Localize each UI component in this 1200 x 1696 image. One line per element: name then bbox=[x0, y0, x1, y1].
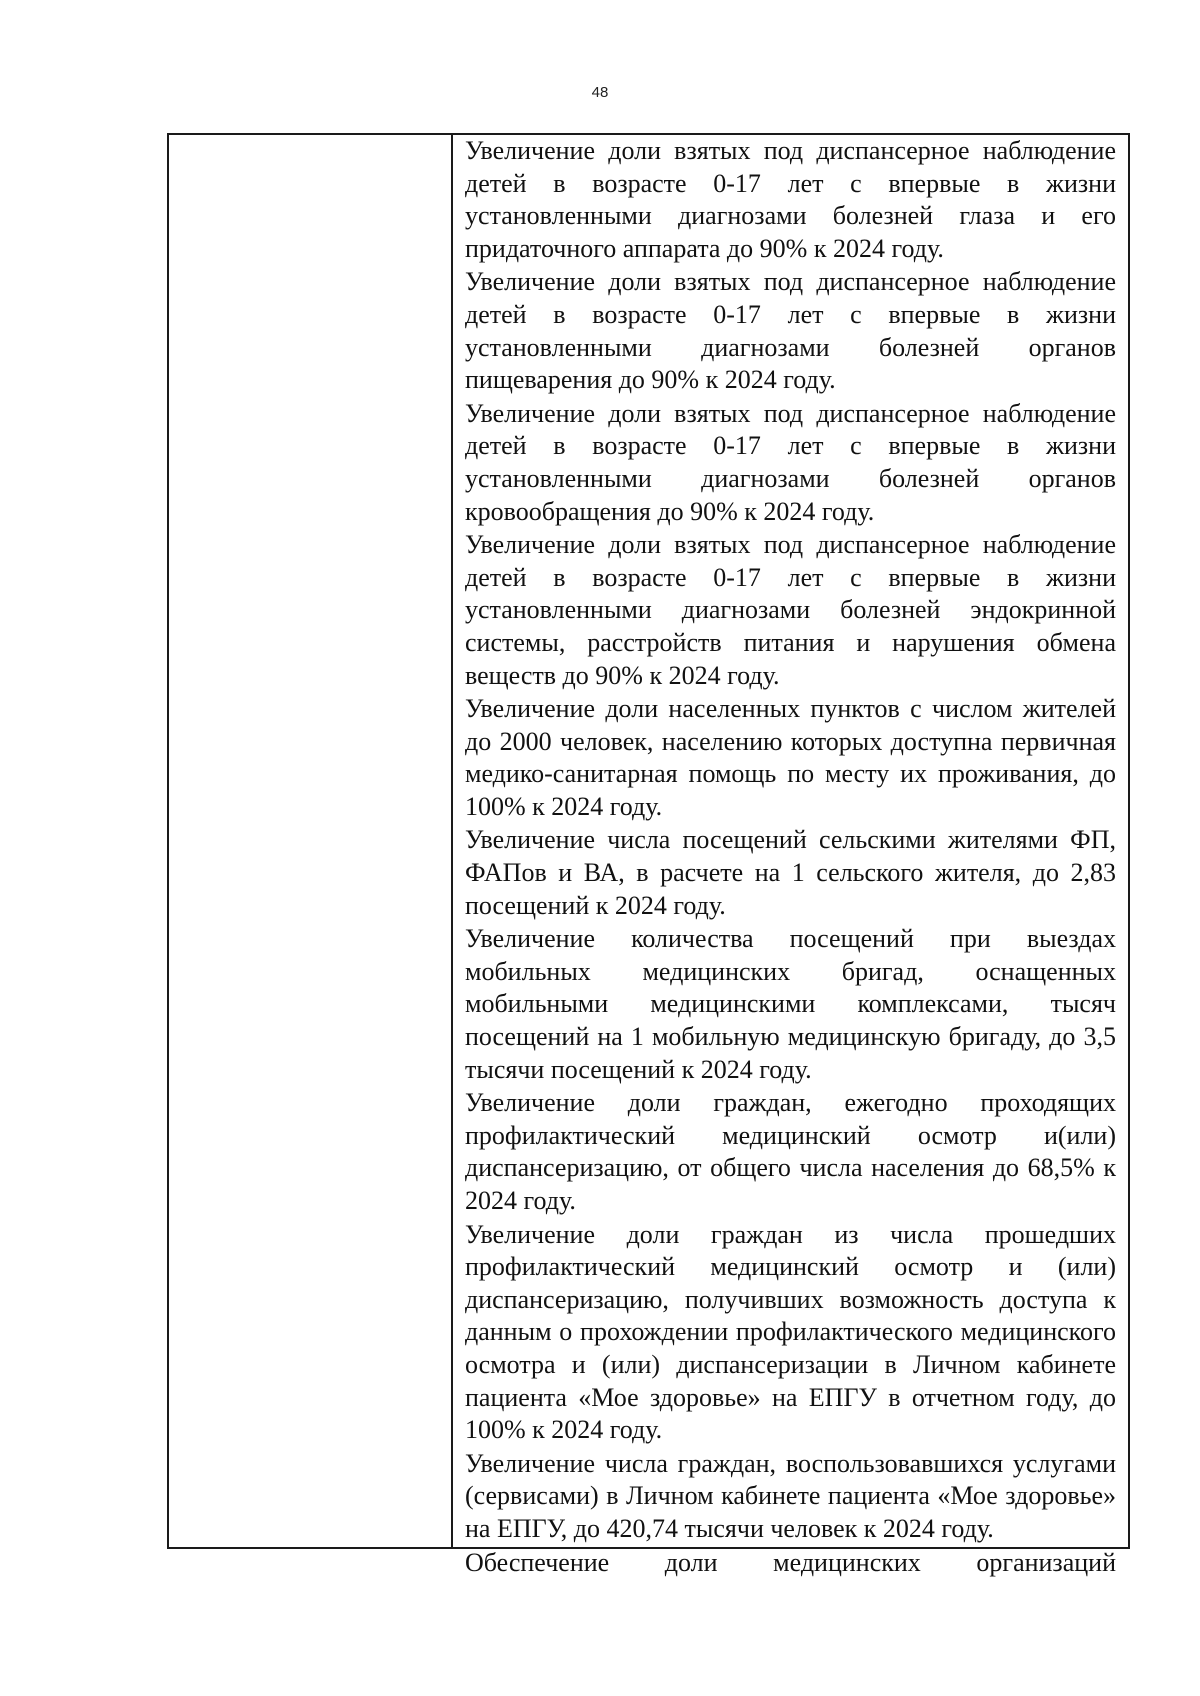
paragraph-eye-diseases: Увеличение доли взятых под диспансерное наблюдение детей в возрасте 0-17 лет с впервые в жизни установленными диагнозами болезней глаза и его придаточного аппарата до 90% к 2024 году. bbox=[465, 136, 1116, 263]
page-number: 48 bbox=[591, 84, 609, 101]
paragraph-medical-organizations: Обеспечение доли медицинских организаций bbox=[465, 1547, 1116, 1577]
paragraph-settlements-primary-care: Увеличение доли населенных пунктов с числом жителей до 2000 человек, населению которых доступна первичная медико-санитарная помощь по месту их проживания, до 100% к 2024 году. bbox=[465, 694, 1116, 821]
paragraph-personal-account-users: Увеличение числа граждан, воспользовавшихся услугами (сервисами) в Личном кабинете пациента «Мое здоровье» на ЕПГУ, до 420,74 тысячи человек к 2024 году. bbox=[465, 1448, 1116, 1543]
paragraph-personal-account-access: Увеличение доли граждан из числа прошедших профилактический медицинский осмотр и (или) диспансеризацию, получивших возможность доступа к данным о прохождении профилактического медицинского осмотра и (или) диспансеризации в Личном кабинете пациента «Мое здоровье» на ЕПГУ в отчетном году, до 100% к 2024 году. bbox=[465, 1219, 1116, 1445]
document-table bbox=[167, 133, 1130, 1577]
paragraph-mobile-brigades: Увеличение количества посещений при выездах мобильных медицинских бригад, оснащенных мобильными медицинскими комплексами, тысяч посещений на 1 мобильную медицинскую бригаду, до 3,5 тысячи посещений к 2024 году. bbox=[465, 924, 1116, 1084]
paragraph-circulatory-diseases: Увеличение доли взятых под диспансерное наблюдение детей в возрасте 0-17 лет с впервые в жизни установленными диагнозами болезней органов кровообращения до 90% к 2024 году. bbox=[465, 398, 1116, 526]
paragraph-rural-visits: Увеличение числа посещений сельскими жителями ФП, ФАПов и ВА, в расчете на 1 сельского жителя, до 2,83 посещений к 2024 году. bbox=[465, 825, 1116, 920]
paragraph-endocrine-diseases: Увеличение доли взятых под диспансерное наблюдение детей в возрасте 0-17 лет с впервые в жизни установленными диагнозами болезней эндокринной системы, расстройств питания и нарушения обмена веществ до 90% к 2024 году. bbox=[465, 530, 1116, 690]
paragraph-preventive-exams: Увеличение доли граждан, ежегодно проходящих профилактический медицинский осмотр и(или) диспансеризацию, от общего числа населения до 68,5% к 2024 году. bbox=[465, 1088, 1116, 1215]
table-left-cell bbox=[169, 135, 453, 1547]
paragraph-digestive-diseases: Увеличение доли взятых под диспансерное наблюдение детей в возрасте 0-17 лет с впервые в жизни установленными диагнозами болезней органов пищеварения до 90% к 2024 году. bbox=[465, 267, 1116, 395]
table-right-cell bbox=[453, 135, 1128, 1577]
